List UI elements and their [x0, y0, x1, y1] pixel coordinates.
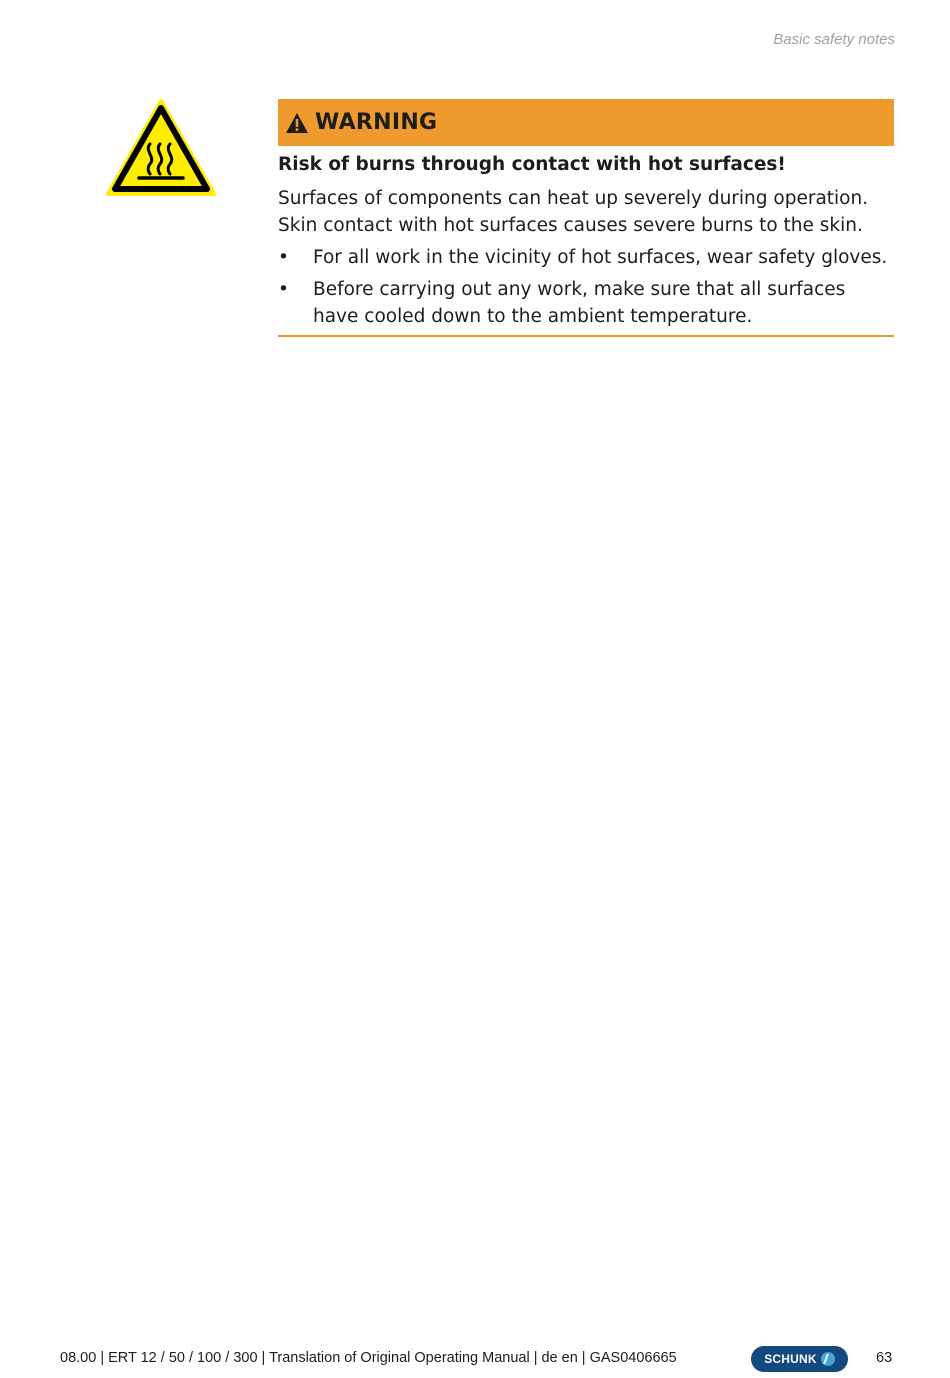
- warning-heading: Risk of burns through contact with hot surfaces!: [278, 154, 786, 175]
- page-number: 63: [876, 1350, 893, 1366]
- schunk-logo: [751, 1346, 848, 1372]
- running-header: Basic safety notes: [773, 31, 895, 48]
- warning-notice: [278, 99, 894, 337]
- warning-bottom-divider: [278, 335, 894, 337]
- list-item: [278, 244, 894, 271]
- warning-description: [278, 185, 894, 239]
- warning-bar: [278, 99, 894, 146]
- bullet-marker: •: [278, 279, 289, 300]
- logo-mark-icon: [821, 1352, 835, 1366]
- warning-instructions-list: [278, 244, 894, 330]
- warning-text-line: Surfaces of components can heat up severely during operation.: [278, 188, 869, 209]
- hot-surface-warning-icon: [104, 98, 218, 198]
- bullet-marker: •: [278, 247, 289, 268]
- list-item: [278, 276, 894, 330]
- footer-document-info: 08.00 | ERT 12 / 50 / 100 / 300 | Translation of Original Operating Manual | de en | GAS0406665: [60, 1350, 677, 1366]
- list-item-text: Before carrying out any work, make sure that all surfaces have cooled down to the ambient temperature.: [313, 279, 846, 327]
- warning-triangle-icon: [285, 112, 309, 134]
- list-item-text: For all work in the vicinity of hot surfaces, wear safety gloves.: [313, 247, 888, 268]
- logo-text: SCHUNK: [764, 1352, 817, 1366]
- warning-text-line: Skin contact with hot surfaces causes severe burns to the skin.: [278, 215, 863, 236]
- warning-label: WARNING: [315, 110, 438, 135]
